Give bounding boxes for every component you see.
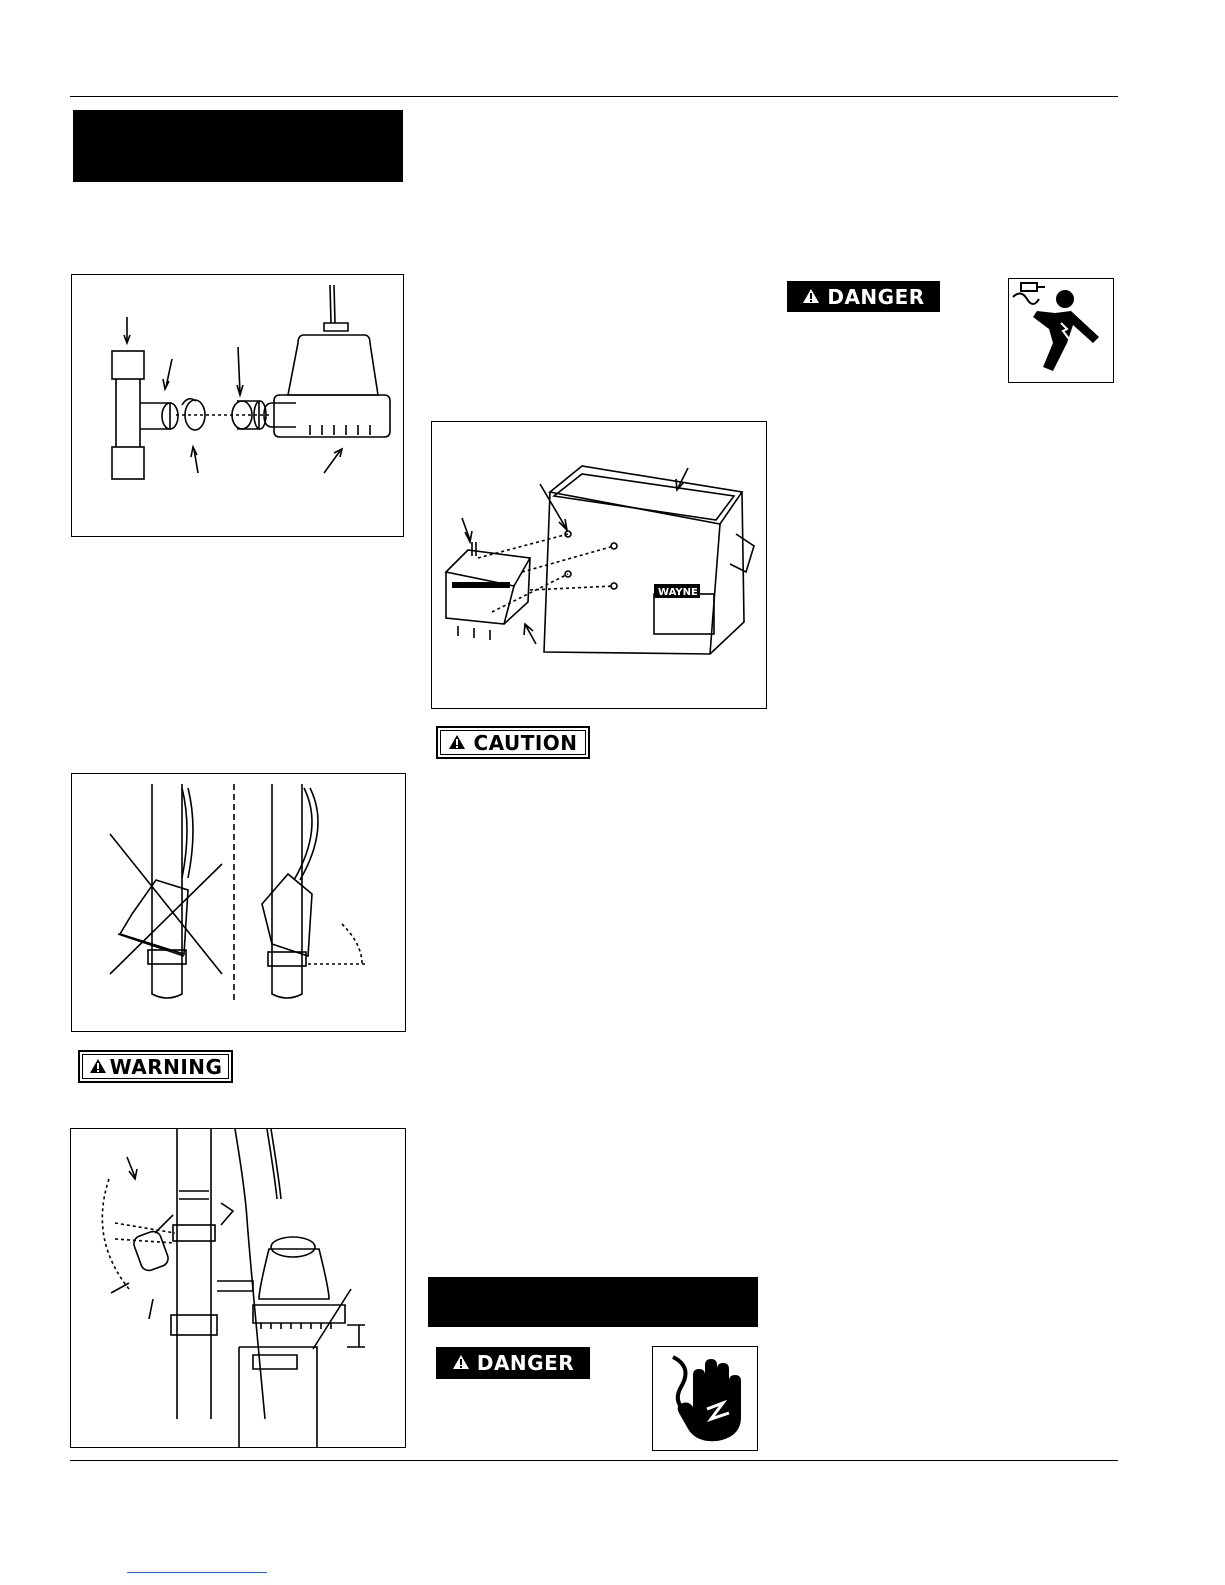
warning-label: WARNING	[109, 1054, 223, 1079]
figure-float-installation	[70, 1128, 406, 1448]
danger-badge-top	[787, 281, 940, 312]
danger-label: DANGER	[476, 1351, 575, 1375]
electric-shock-hand-icon	[652, 1346, 758, 1451]
danger-badge-bottom	[436, 1347, 590, 1379]
footer-link-underline[interactable]	[127, 1572, 267, 1573]
figure-controller-mounting	[431, 421, 767, 709]
warning-triangle-icon	[452, 1351, 470, 1375]
warning-triangle-icon	[802, 285, 820, 309]
danger-label: DANGER	[827, 284, 925, 309]
caution-badge	[436, 726, 590, 759]
figure-float-orientation	[71, 773, 406, 1032]
header-rule	[70, 96, 1118, 97]
section-title-block	[73, 110, 403, 182]
figure-pump-connection	[71, 274, 404, 537]
warning-triangle-icon	[89, 1055, 107, 1079]
electrocution-hazard-icon	[1008, 278, 1114, 383]
warning-triangle-icon	[448, 731, 466, 755]
warning-badge	[78, 1050, 233, 1083]
brand-label: WAYNE	[658, 587, 698, 598]
footer-rule	[70, 1460, 1118, 1461]
caution-label: CAUTION	[473, 730, 578, 755]
section-title-block-2	[428, 1277, 758, 1327]
